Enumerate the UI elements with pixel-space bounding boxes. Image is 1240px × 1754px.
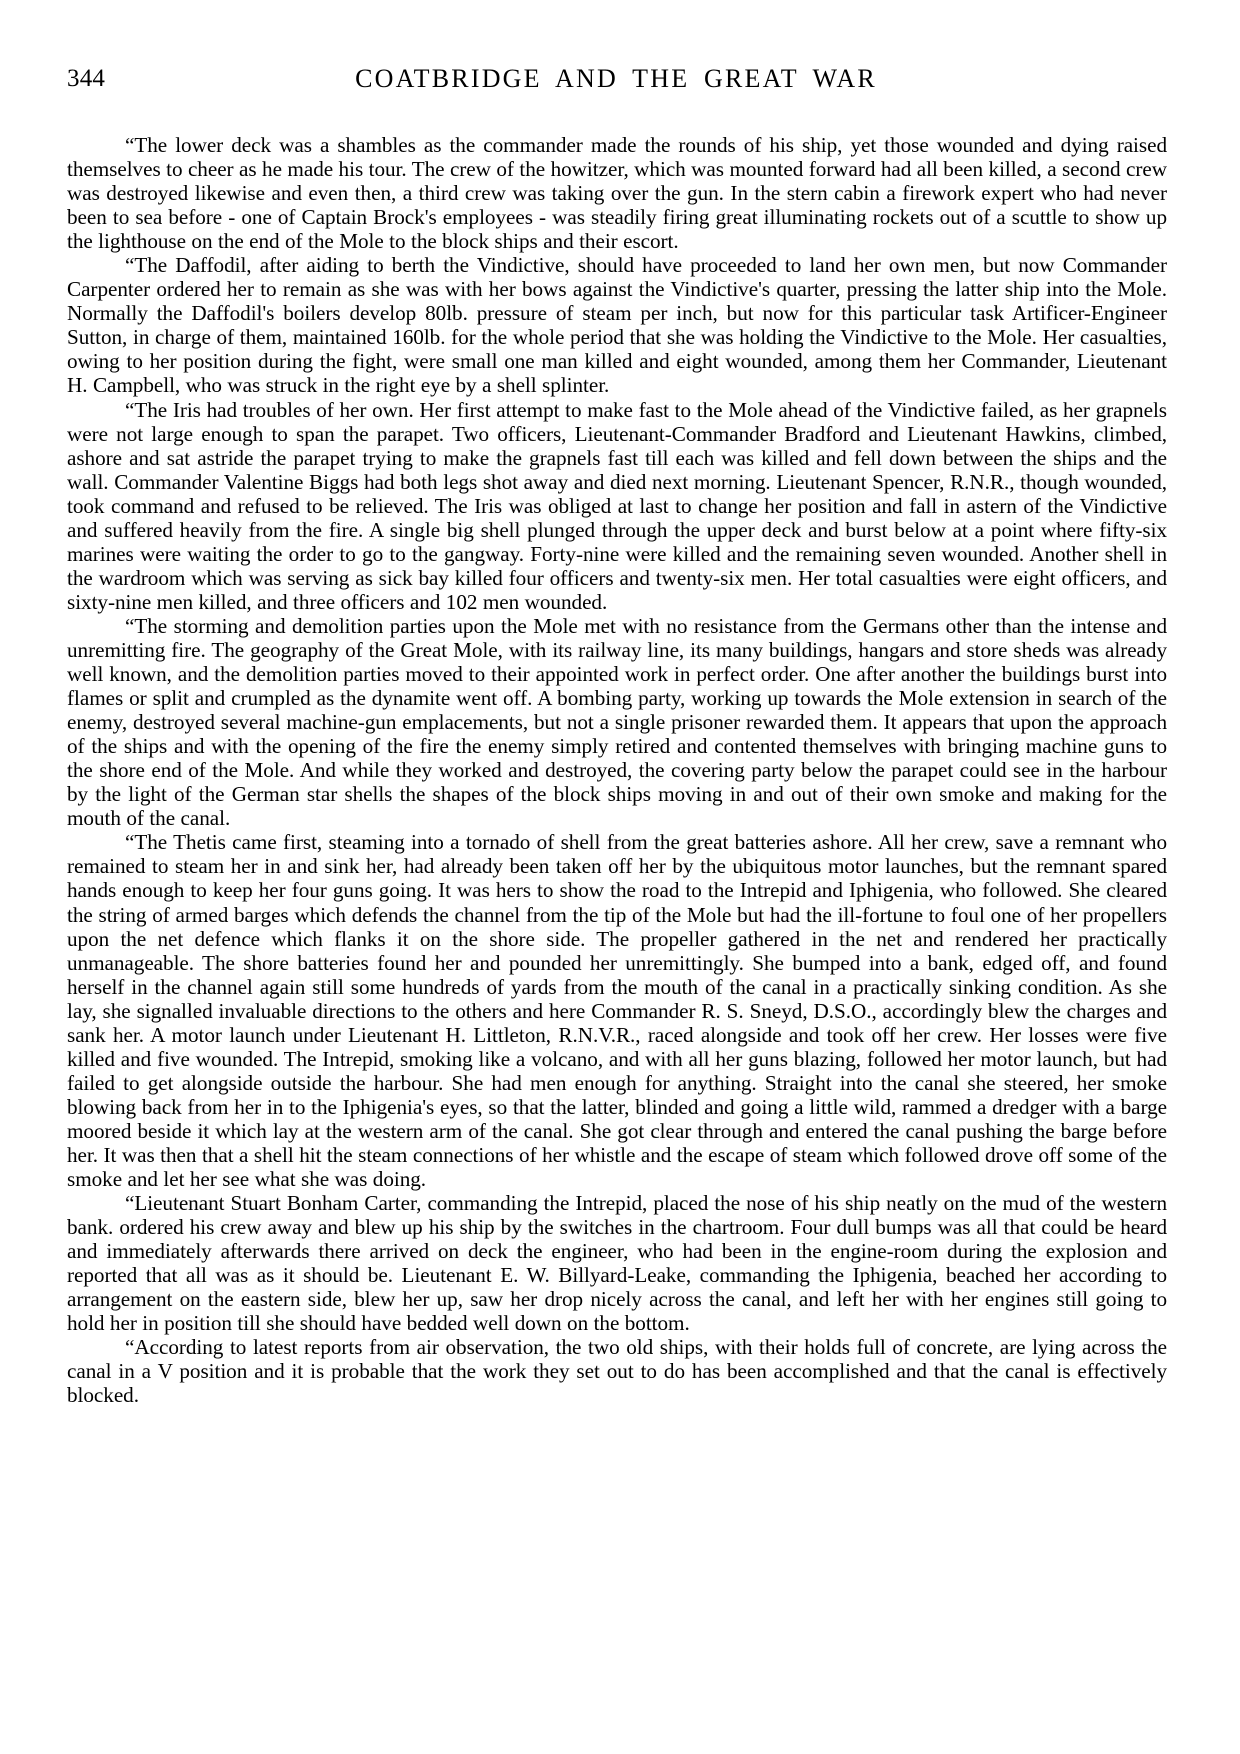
paragraph: “According to latest reports from air observation, the two old ships, with their holds full of concrete, are lying across the canal in a V position and it is probable that the work they set out to do has been accomplished and that the canal is effectively blocked. — [67, 1335, 1167, 1408]
paragraph: “Lieutenant Stuart Bonham Carter, commanding the Intrepid, placed the nose of his ship neatly on the mud of the western bank. ordered his crew away and blew up his ship by the switches in the chartroom. Four dull bumps was all that could be heard and immediately afterwards there arrived on deck the engineer, who had been in the engine-room during the explosion and reported that all was as it should be. Lieutenant E. W. Billyard-Leake, commanding the Iphigenia, beached her according to arrangement on the eastern side, blew her up, saw her drop nicely across the canal, and left her with her engines still going to hold her in position till she should have bedded well down on the bottom. — [67, 1191, 1167, 1336]
paragraph: “The Thetis came first, steaming into a tornado of shell from the great batteries ashore. All her crew, save a remnant who remained to steam her in and sink her, had already been taken off her by the ubiquitous motor launches, but the remnant spared hands enough to keep her four guns going. It was hers to show the road to the Intrepid and Iphigenia, who followed. She cleared the string of armed barges which defends the channel from the tip of the Mole but had the ill-fortune to foul one of her propellers upon the net defence which flanks it on the shore side. The propeller gathered in the net and rendered her practically unmanageable. The shore batteries found her and pounded her unremittingly. She bumped into a bank, edged off, and found herself in the channel again still some hundreds of yards from the mouth of the canal in a practically sinking condition. As she lay, she signalled invaluable directions to the others and here Commander R. S. Sneyd, D.S.O., accordingly blew the charges and sank her. A motor launch under Lieutenant H. Littleton, R.N.V.R., raced alongside and took off her crew. Her losses were five killed and five wounded. The Intrepid, smoking like a volcano, and with all her guns blazing, followed her motor launch, but had failed to get alongside outside the harbour. She had men enough for anything. Straight into the canal she steered, her smoke blowing back from her in to the Iphigenia's eyes, so that the latter, blinded and going a little wild, rammed a dredger with a barge moored beside it which lay at the western arm of the canal. She got clear through and entered the canal pushing the barge before her. It was then that a shell hit the steam connections of her whistle and the escape of steam which followed drove off some of the smoke and let her see what she was doing. — [67, 830, 1167, 1192]
running-title: COATBRIDGE AND THE GREAT WAR — [355, 64, 877, 93]
paragraph: “The Daffodil, after aiding to berth the Vindictive, should have proceeded to land her own men, but now Commander Carpenter ordered her to remain as she was with her bows against the Vindictive's quarter, pressing the latter ship into the Mole. Normally the Daffodil's boilers develop 80lb. pressure of steam per inch, but now for this particular task Artificer-Engineer Sutton, in charge of them, maintained 160lb. for the whole period that she was holding the Vindictive to the Mole. Her casualties, owing to her position during the fight, were small one man killed and eight wounded, among them her Commander, Lieutenant H. Campbell, who was struck in the right eye by a shell splinter. — [67, 253, 1167, 398]
paragraph: “The lower deck was a shambles as the commander made the rounds of his ship, yet those wounded and dying raised themselves to cheer as he made his tour. The crew of the howitzer, which was mounted forward had all been killed, a second crew was destroyed likewise and even then, a third crew was taking over the gun. In the stern cabin a firework expert who had never been to sea before - one of Captain Brock's employees - was steadily firing great illuminating rockets out of a scuttle to show up the lighthouse on the end of the Mole to the block ships and their escort. — [67, 133, 1167, 254]
paragraph: “The Iris had troubles of her own. Her first attempt to make fast to the Mole ahead of the Vindictive failed, as her grapnels were not large enough to span the parapet. Two officers, Lieutenant-Commander Bradford and Lieutenant Hawkins, climbed, ashore and sat astride the parapet trying to make the grapnels fast till each was killed and fell down between the ships and the wall. Commander Valentine Biggs had both legs shot away and died next morning. Lieutenant Spencer, R.N.R., though wounded, took command and refused to be relieved. The Iris was obliged at last to change her position and fall in astern of the Vindictive and suffered heavily from the fire. A single big shell plunged through the upper deck and burst below at a point where fifty-six marines were waiting the order to go to the gangway. Forty-nine were killed and the remaining seven wounded. Another shell in the wardroom which was serving as sick bay killed four officers and twenty-six men. Her total casualties were eight officers, and sixty-nine men killed, and three officers and 102 men wounded. — [67, 397, 1167, 614]
page-number: 344 — [67, 65, 106, 92]
body-text-block — [67, 133, 1167, 1407]
running-head — [67, 64, 1165, 98]
paragraph: “The storming and demolition parties upon the Mole met with no resistance from the Germans other than the intense and unremitting fire. The geography of the Great Mole, with its railway line, its many buildings, hangars and store sheds was already well known, and the demolition parties moved to their appointed work in perfect order. One after another the buildings burst into flames or split and crumpled as the dynamite went off. A bombing party, working up towards the Mole extension in search of the enemy, destroyed several machine-gun emplacements, but not a single prisoner rewarded them. It appears that upon the approach of the ships and with the opening of the fire the enemy simply retired and contented themselves with bringing machine guns to the shore end of the Mole. And while they worked and destroyed, the covering party below the parapet could see in the harbour by the light of the German star shells the shapes of the block ships moving in and out of their own smoke and making for the mouth of the canal. — [67, 613, 1167, 831]
